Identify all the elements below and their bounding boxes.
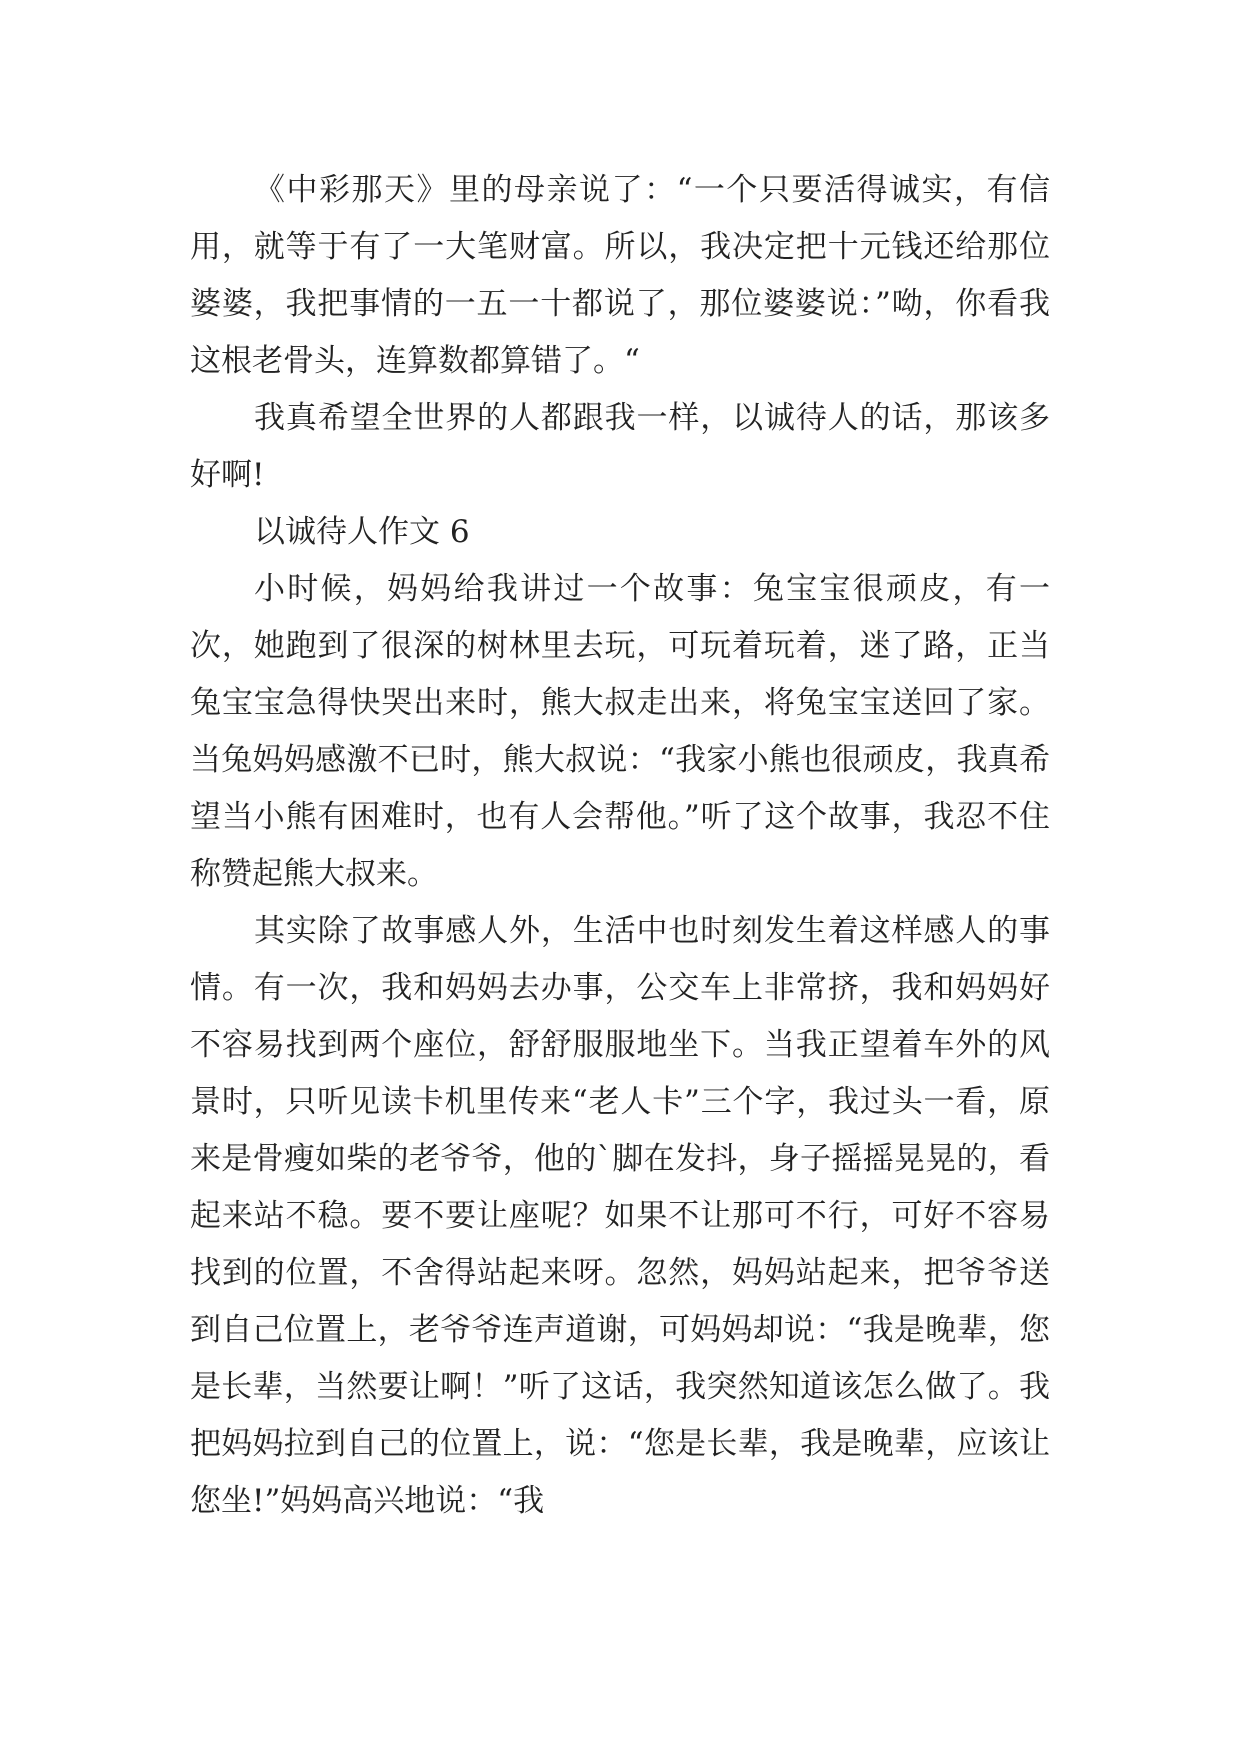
paragraph-bus-seat: 其实除了故事感人外，生活中也时刻发生着这样感人的事情。有一次，我和妈妈去办事，公交车上非常挤，我和妈妈好不容易找到两个座位，舒舒服服地坐下。当我正望着车外的风景时，只听见读卡机里传来“老人卡”三个字，我过头一看，原来是骨瘦如柴的老爷爷，他的`脚在发抖，身子摇摇晃晃的，看起来站不稳。要不要让座呢？如果不让那可不行，可好不容易找到的位置，不舍得站起来呀。忽然，妈妈站起来，把爷爷送到自己位置上，老爷爷连声道谢，可妈妈却说：“我是晚辈，您是长辈，当然要让啊！”听了这话，我突然知道该怎么做了。我把妈妈拉到自己的位置上，说：“您是长辈，我是晚辈，应该让您坐!”妈妈高兴地说：“我 [190,913,1050,1519]
paragraph-lottery-quote: 《中彩那天》里的母亲说了：“一个只要活得诚实，有信用，就等于有了一大笔财富。所以，我决定把十元钱还给那位婆婆，我把事情的一五一十都说了，那位婆婆说：”呦，你看我这根老骨头，连算数都算错了。“ [190,172,1050,379]
essay-title: 以诚待人作文 6 [254,514,470,550]
document-body [190,162,1050,1530]
paragraph-rabbit-story: 小时候，妈妈给我讲过一个故事：兔宝宝很顽皮，有一次，她跑到了很深的树林里去玩，可玩着玩着，迷了路，正当兔宝宝急得快哭出来时，熊大叔走出来，将兔宝宝送回了家。当兔妈妈感激不已时，熊大叔说：“我家小熊也很顽皮，我真希望当小熊有困难时，也有人会帮他。”听了这个故事，我忍不住称赞起熊大叔来。 [190,571,1050,892]
paragraph-wish: 我真希望全世界的人都跟我一样，以诚待人的话，那该多好啊! [190,400,1050,493]
